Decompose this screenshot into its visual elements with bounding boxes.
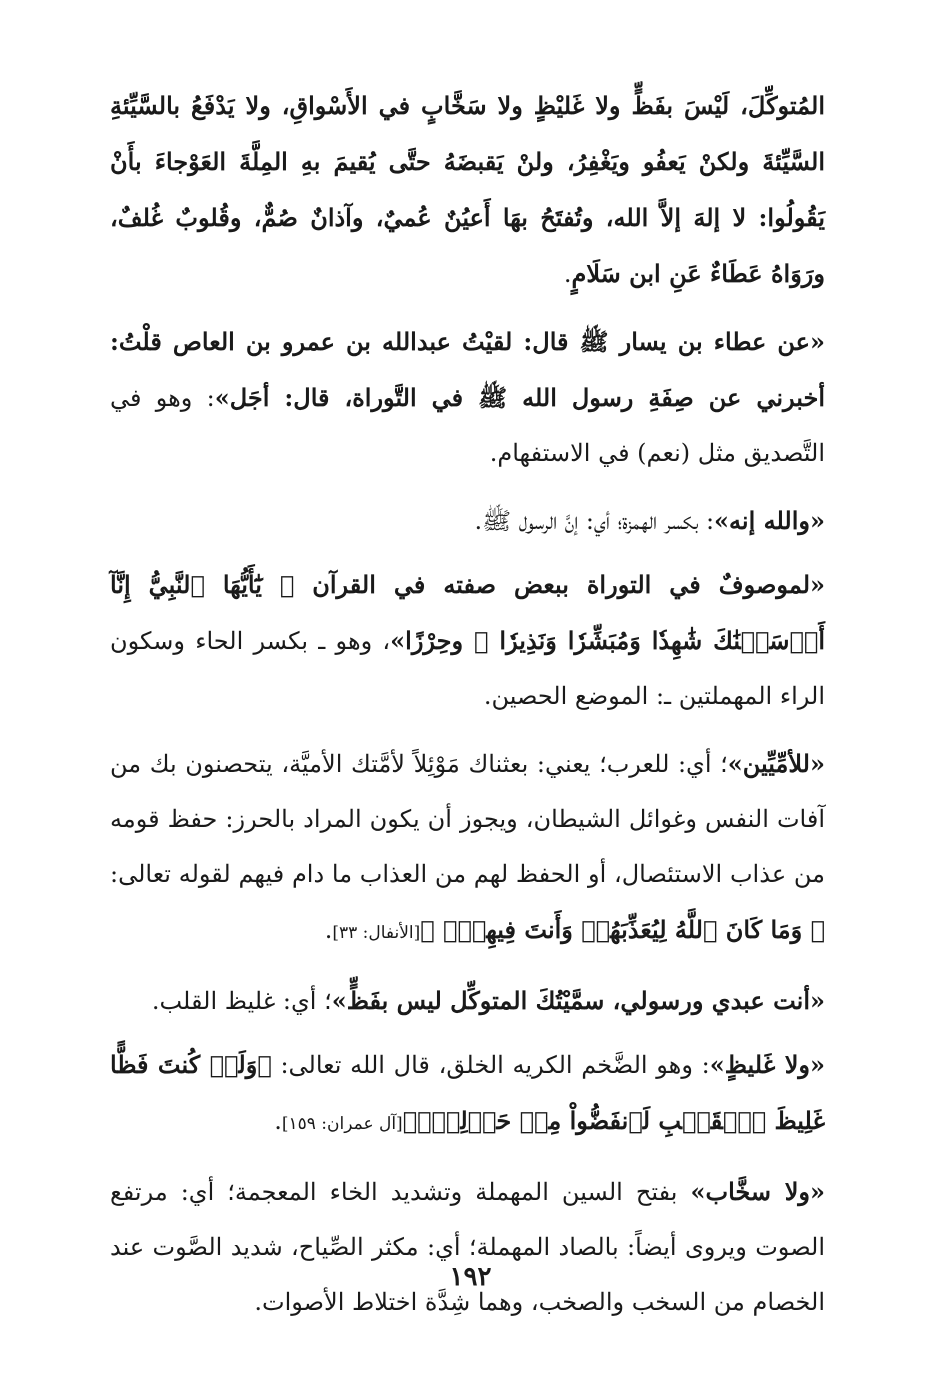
hadith-quote: «والله إنه»: [714, 506, 825, 535]
quran-verse: ﴿ وَمَا كَانَ ٱللَّهُ لِيُعَذِّبَهُمۡ وَأَنتَ فِيهِمۡۚ ﴾: [420, 915, 825, 944]
hadith-quote: «أنت عبدي ورسولي، سمَّيْتُكَ المتوكِّل ليس بفَظٍّ»: [331, 986, 825, 1015]
hadith-quote: «للأمِّيِّين»: [727, 749, 825, 778]
page-body: [110, 78, 825, 1342]
hadith-quote: «ولا سخَّاب»: [690, 1177, 826, 1206]
commentary-text: : وهو في التَّصديق مثل (نعم) في الاستفهام.: [110, 384, 825, 467]
commentary-text: ، وهو ـ بكسر الحاء وسكون الراء المهملتين ـ: الموضع الحصين.: [110, 627, 825, 710]
verse-reference: [الأنفال: ٣٣]: [332, 923, 421, 943]
commentary-text: : بكسر الهمزة؛ أي: إنَّ الرسول ﷺ.: [474, 507, 715, 535]
verse-reference: [آل عمران: ١٥٩]: [281, 1114, 403, 1134]
text-segment: .: [324, 916, 333, 944]
paragraph-5: [110, 736, 825, 961]
page-number: ١٩٢: [449, 1262, 492, 1292]
hadith-quote: «ولا غَليظٍ»: [709, 1050, 826, 1079]
paragraph-4: [110, 557, 825, 724]
paragraph-2: [110, 314, 825, 481]
paragraph-7: [110, 1037, 825, 1152]
text-segment: .: [563, 260, 572, 288]
quran-verse: ﴿وَلَوۡ كُنتَ فَظًّا غَلِيظَ ٱلۡقَلۡبِ لَٱنفَضُّواْ مِنۡ حَوۡلِكَۖ﴾: [110, 1050, 825, 1135]
paragraph-3: [110, 493, 825, 549]
hadith-quote: «لموصوفٌ في التوراة ببعض صفته في القرآن ﴿ يَٰٓأَيُّهَا ٱلنَّبِيُّ إِنَّآ أَرۡسَلۡنَٰكَ شَٰهِدٗا وَمُبَشِّرٗا وَنَذِيرٗا ﴾ وحِرْزًا»: [110, 570, 826, 655]
commentary-text: ؛ أي: للعرب؛ يعني: بعثناك مَوْئِلاً لأمَّتك الأميَّة، يتحصنون بك من آفات النفس وغوائل الشيطان، ويجوز أن يكون المراد بالحرز: حفظ قومه من عذاب الاستئصال، أو الحفظ لهم من العذاب ما دام فيهم لقوله تعالى:: [110, 750, 825, 888]
hadith-quote: «عن عطاء بن يسار ﷺ قال: لقيْتُ عبدالله بن عمرو بن العاص قلْتُ: أخبرني عن صِفَةِ رسول الله ﷺ في التَّوراة، قال: أجَل»: [110, 327, 826, 412]
commentary-text: ؛ أي: غليظ القلب.: [151, 987, 332, 1015]
paragraph-6: [110, 973, 825, 1029]
commentary-text: : وهو الضَّخم الكريه الخلق، قال الله تعالى:: [271, 1051, 710, 1079]
commentary-text: بفتح السين المهملة وتشديد الخاء المعجمة؛ أي: مرتفع الصوت ويروى أيضاً: بالصاد المهملة؛ أي: مكثر الصِّياح، شديد الصَّوت عند الخصام من السخب والصخب، وهما شِدَّة اختلاط الأصوات.: [110, 1178, 825, 1316]
paragraph-1: [110, 78, 825, 302]
paragraph-8: [110, 1164, 825, 1330]
text-segment: .: [274, 1107, 282, 1135]
hadith-text: المُتوكِّلَ، لَيْسَ بفَظٍّ ولا غَليْظٍ ولا سَخَّابٍ في الأَسْواقِ، ولا يَدْفَعُ بالسَّيِّئةِ السَّيِّئةَ ولكنْ يَعفُو ويَغْفِرُ، ولنْ يَقبضَهُ حتَّى يُقيمَ بهِ المِلَّةَ العَوْجاءَ بأَنْ يَقُولُوا: لا إلهَ إلاَّ الله، وتُفتَحُ بهَا أَعيُنٌ عُميٌ، وآذانٌ صُمٌّ، وقُلوبٌ غُلفٌ، ورَوَاهُ عَطَاءٌ عَنِ ابن سَلَامٍ: [110, 91, 825, 288]
